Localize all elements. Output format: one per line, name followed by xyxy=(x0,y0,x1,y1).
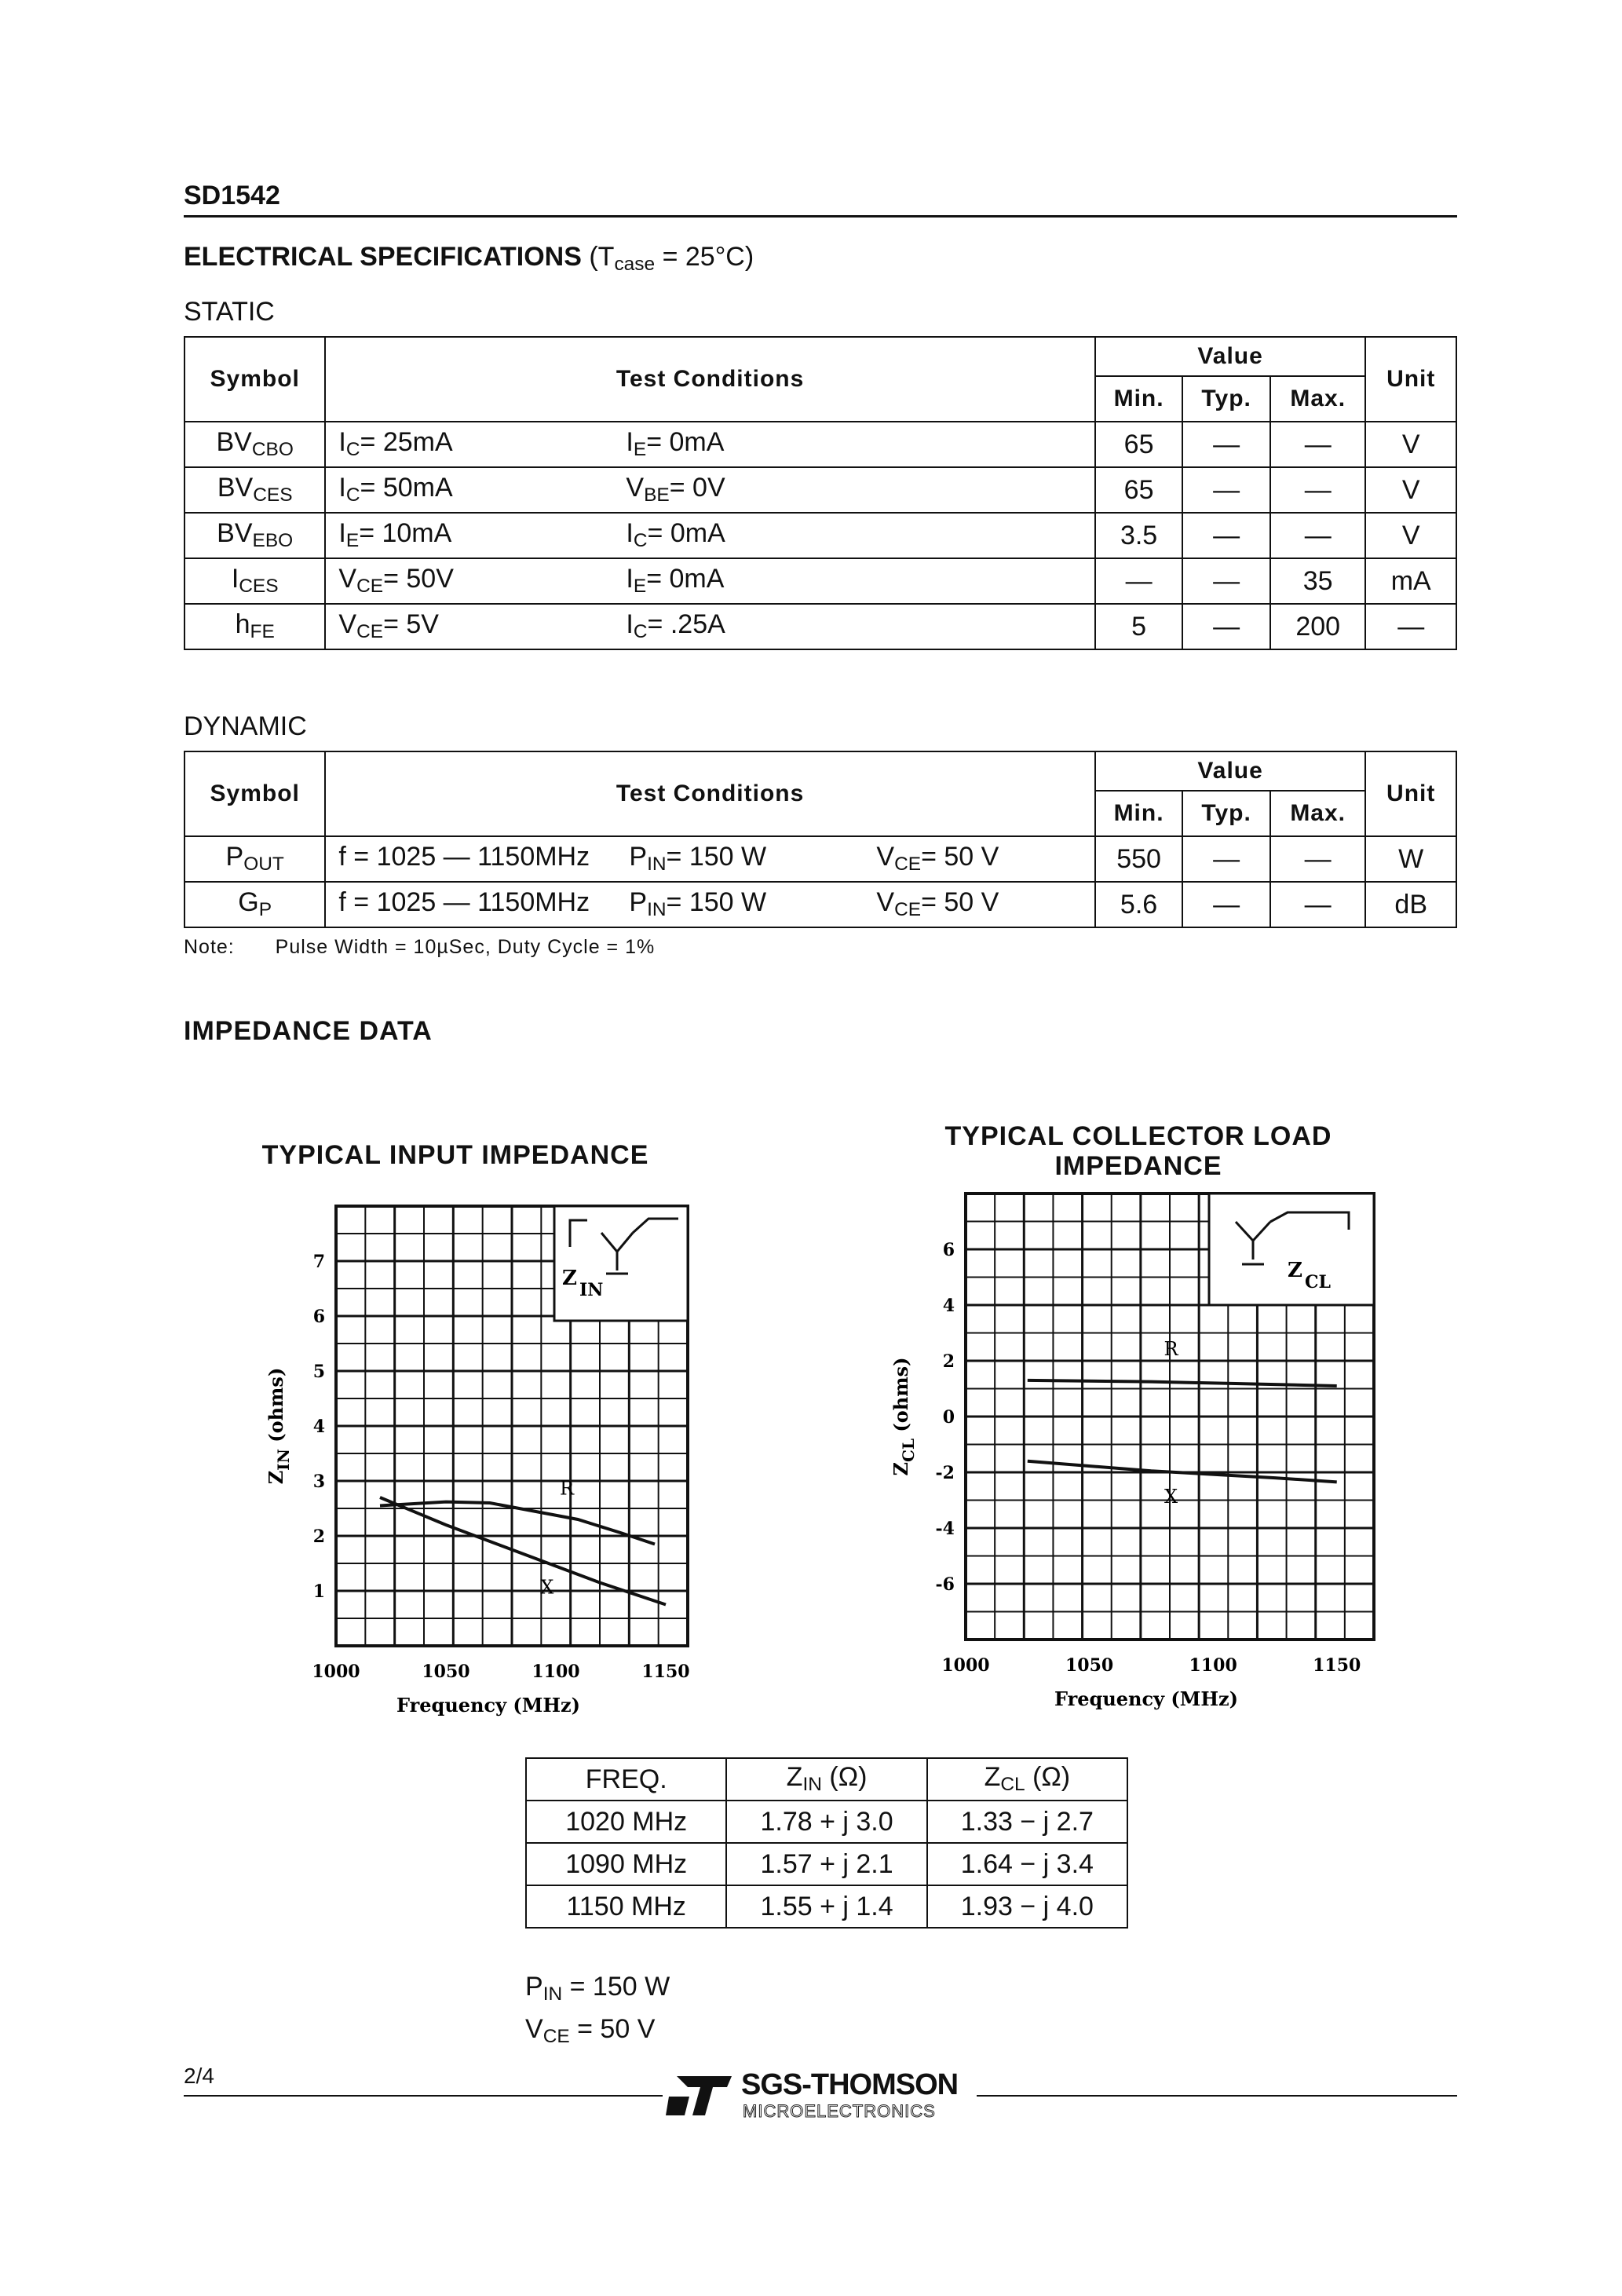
impedance-zin: 1.78 + j 3.0 xyxy=(726,1801,926,1843)
y-axis-label-main: Z xyxy=(890,1461,912,1476)
impedance-freq: 1150 MHz xyxy=(526,1885,726,1928)
y-tick-label: -4 xyxy=(935,1519,955,1539)
y-tick-label: 4 xyxy=(312,1417,325,1437)
row-max: — xyxy=(1270,467,1366,513)
symbol-sub: CES xyxy=(239,576,279,598)
cond-value: = 0V xyxy=(669,473,725,503)
dynamic-label: DYNAMIC xyxy=(184,711,307,741)
st-logo-icon xyxy=(666,2073,733,2119)
pin-sub: IN xyxy=(542,1983,563,2005)
row-typ: — xyxy=(1182,882,1270,927)
cond-symbol: I xyxy=(338,427,346,458)
static-label: STATIC xyxy=(184,297,275,327)
cond-value: = .25A xyxy=(647,609,725,640)
impedance-header-freq: FREQ. xyxy=(526,1758,726,1801)
symbol-main: G xyxy=(238,887,259,918)
row-symbol xyxy=(184,558,325,604)
impedance-zcl: 1.64 − j 3.4 xyxy=(927,1843,1127,1885)
header-rule xyxy=(184,215,1457,218)
cond-2 xyxy=(626,564,724,598)
inset-box xyxy=(1209,1194,1374,1305)
symbol-main: h xyxy=(235,609,250,640)
cond-symbol: V xyxy=(626,473,645,503)
cond-1 xyxy=(338,427,626,461)
x-tick-label: 1000 xyxy=(312,1662,360,1682)
cond-2 xyxy=(626,473,725,506)
impedance-header-zcl xyxy=(927,1758,1127,1801)
dynamic-header-value: Value xyxy=(1095,751,1366,791)
cond-symbol: P xyxy=(629,887,648,918)
row-test-conditions xyxy=(325,513,1094,558)
cond-sub: C xyxy=(345,484,360,506)
impedance-zin: 1.55 + j 1.4 xyxy=(726,1885,926,1928)
footer-rule-right xyxy=(977,2095,1457,2097)
inset-label-main: Z xyxy=(562,1267,577,1290)
y-axis-label-unit: (ohms) xyxy=(265,1367,287,1450)
impedance-table xyxy=(525,1757,1128,1929)
row-typ: — xyxy=(1182,513,1270,558)
y-tick-label: 6 xyxy=(942,1240,955,1260)
cond-2 xyxy=(626,609,725,643)
dynamic-table xyxy=(184,751,1457,928)
row-typ: — xyxy=(1182,836,1270,882)
cond-0: f = 1025 — 1150MHz xyxy=(338,842,590,872)
cond-value: = 50 V xyxy=(921,842,999,872)
input-impedance-chart-title: TYPICAL INPUT IMPEDANCE xyxy=(261,1140,649,1170)
vce-sub: CE xyxy=(542,2026,570,2048)
cond-value: = 150 W xyxy=(666,887,767,918)
pin-condition xyxy=(525,1969,670,2012)
dynamic-row xyxy=(184,836,1456,882)
static-header-unit: Unit xyxy=(1365,337,1456,422)
dynamic-row xyxy=(184,882,1456,927)
brand-subtitle: MICROELECTRONICS xyxy=(743,2101,936,2121)
row-unit: dB xyxy=(1365,882,1456,927)
row-symbol xyxy=(184,513,325,558)
note-label: Note: xyxy=(184,936,235,958)
row-unit: V xyxy=(1365,467,1456,513)
x-axis-label: Frequency (MHz) xyxy=(1054,1687,1238,1710)
y-axis-label xyxy=(890,1358,918,1476)
impedance-row xyxy=(526,1843,1127,1885)
row-unit: V xyxy=(1365,513,1456,558)
symbol-main: BV xyxy=(216,427,252,458)
static-header-typ: Typ. xyxy=(1182,376,1270,422)
series-line-r xyxy=(1028,1380,1337,1386)
dynamic-header-test-conditions: Test Conditions xyxy=(325,751,1094,836)
cond-value: = 0mA xyxy=(646,564,725,594)
cond-symbol: P xyxy=(629,842,648,872)
row-min: 5 xyxy=(1095,604,1183,649)
y-tick-label: -6 xyxy=(935,1574,955,1595)
zin-header-z: Z xyxy=(786,1762,803,1793)
case-temp-sub: case xyxy=(614,254,656,276)
impedance-zin: 1.57 + j 2.1 xyxy=(726,1843,926,1885)
row-test-conditions xyxy=(325,836,1094,882)
row-test-conditions xyxy=(325,422,1094,467)
row-symbol xyxy=(184,882,325,927)
cond-sub: C xyxy=(633,621,648,643)
cond-sub: C xyxy=(633,530,648,552)
y-axis-label-sub: IN xyxy=(274,1449,293,1471)
cond-sub: IN xyxy=(647,899,667,921)
zcl-header-sub: CL xyxy=(1000,1774,1025,1796)
x-tick-label: 1100 xyxy=(1189,1655,1237,1676)
row-min: 5.6 xyxy=(1095,882,1183,927)
cond-sub: E xyxy=(633,576,647,598)
row-min: 550 xyxy=(1095,836,1183,882)
y-axis-label-sub: CL xyxy=(899,1438,918,1462)
cond-symbol: I xyxy=(338,473,346,503)
part-number: SD1542 xyxy=(184,181,280,210)
cond-symbol: I xyxy=(626,609,634,640)
cond-sub: E xyxy=(633,439,647,461)
cond-value: = 5V xyxy=(383,609,439,640)
inset-label-main: Z xyxy=(1288,1259,1302,1282)
static-table xyxy=(184,336,1457,650)
inset-label-sub: CL xyxy=(1305,1272,1331,1292)
y-tick-label: 3 xyxy=(312,1472,325,1492)
symbol-sub: P xyxy=(258,899,272,921)
cond-value: = 10mA xyxy=(359,518,452,549)
inset-label-sub: IN xyxy=(579,1280,604,1300)
cond-2 xyxy=(626,427,724,461)
symbol-main: P xyxy=(225,842,244,872)
electrical-spec-heading: ELECTRICAL SPECIFICATIONS xyxy=(184,242,582,272)
impedance-freq: 1020 MHz xyxy=(526,1801,726,1843)
series-label-x: X xyxy=(1164,1486,1178,1508)
static-header-max: Max. xyxy=(1270,376,1366,422)
row-max: 35 xyxy=(1270,558,1366,604)
static-header-value: Value xyxy=(1095,337,1366,376)
row-typ: — xyxy=(1182,604,1270,649)
collector-load-title-text: TYPICAL COLLECTOR LOAD IMPEDANCE xyxy=(944,1121,1332,1181)
row-unit: V xyxy=(1365,422,1456,467)
cond-2 xyxy=(876,887,999,921)
y-tick-label: 2 xyxy=(942,1351,955,1372)
row-typ: — xyxy=(1182,558,1270,604)
static-header-min: Min. xyxy=(1095,376,1183,422)
row-min: — xyxy=(1095,558,1183,604)
cond-symbol: V xyxy=(876,842,895,872)
impedance-row xyxy=(526,1801,1127,1843)
symbol-sub: CBO xyxy=(251,439,294,461)
series-label-r: R xyxy=(1164,1337,1178,1360)
symbol-main: BV xyxy=(217,473,254,503)
impedance-row xyxy=(526,1885,1127,1928)
note xyxy=(184,936,655,959)
cond-symbol: I xyxy=(626,518,634,549)
x-tick-label: 1000 xyxy=(941,1655,990,1676)
cond-2 xyxy=(626,518,725,552)
x-tick-label: 1150 xyxy=(641,1662,690,1682)
x-tick-label: 1050 xyxy=(1065,1655,1114,1676)
y-axis-label-unit: (ohms) xyxy=(890,1357,912,1439)
row-max: — xyxy=(1270,882,1366,927)
dynamic-header-min: Min. xyxy=(1095,791,1183,836)
static-header-test-conditions: Test Conditions xyxy=(325,337,1094,422)
cond-value: = 25mA xyxy=(360,427,453,458)
dynamic-header-unit: Unit xyxy=(1365,751,1456,836)
series-label-x: X xyxy=(540,1576,554,1599)
symbol-sub: CES xyxy=(253,484,293,506)
row-unit: mA xyxy=(1365,558,1456,604)
case-temp-prefix: (T xyxy=(589,242,615,272)
y-axis-label-main: Z xyxy=(265,1470,287,1485)
cond-sub: CE xyxy=(356,621,384,643)
row-min: 65 xyxy=(1095,422,1183,467)
cond-value: = 0mA xyxy=(647,518,725,549)
cond-sub: CE xyxy=(894,899,922,921)
row-typ: — xyxy=(1182,467,1270,513)
symbol-main: I xyxy=(231,564,239,594)
static-row xyxy=(184,422,1456,467)
symbol-sub: EBO xyxy=(252,530,294,552)
row-test-conditions xyxy=(325,604,1094,649)
static-header-symbol: Symbol xyxy=(184,337,325,422)
y-tick-label: 4 xyxy=(942,1296,955,1316)
x-tick-label: 1150 xyxy=(1313,1655,1361,1676)
case-temp-suffix: = 25°C) xyxy=(655,242,754,272)
inset-box xyxy=(554,1206,688,1321)
y-axis-label xyxy=(265,1368,293,1485)
static-row xyxy=(184,604,1456,649)
cond-sub: CE xyxy=(894,854,922,876)
input-impedance-chart xyxy=(259,1186,730,1727)
collector-load-impedance-chart-title xyxy=(903,1121,1374,1181)
cond-1 xyxy=(338,518,626,552)
electrical-spec-title xyxy=(184,242,754,276)
y-tick-label: 1 xyxy=(312,1581,325,1602)
note-text: Pulse Width = 10µSec, Duty Cycle = 1% xyxy=(275,936,656,958)
cond-value: = 150 W xyxy=(666,842,767,872)
y-tick-label: 2 xyxy=(312,1526,325,1547)
y-tick-label: 5 xyxy=(312,1362,325,1382)
cond-1 xyxy=(629,887,876,921)
pin-symbol: P xyxy=(525,1972,543,2002)
x-tick-label: 1100 xyxy=(532,1662,580,1682)
impedance-zcl: 1.93 − j 4.0 xyxy=(927,1885,1127,1928)
row-max: — xyxy=(1270,422,1366,467)
series-label-r: R xyxy=(559,1477,575,1500)
cond-sub: CE xyxy=(356,576,384,598)
row-unit: W xyxy=(1365,836,1456,882)
cond-sub: BE xyxy=(644,484,670,506)
x-axis-label: Frequency (MHz) xyxy=(396,1694,580,1717)
row-unit: — xyxy=(1365,604,1456,649)
symbol-sub: OUT xyxy=(243,854,284,876)
cond-sub: IN xyxy=(647,854,667,876)
static-row xyxy=(184,558,1456,604)
cond-value: = 50 V xyxy=(921,887,999,918)
row-symbol xyxy=(184,467,325,513)
row-min: 3.5 xyxy=(1095,513,1183,558)
cond-value: = 0mA xyxy=(646,427,725,458)
cond-sub: C xyxy=(345,439,360,461)
symbol-sub: FE xyxy=(250,621,275,643)
row-max: — xyxy=(1270,836,1366,882)
cond-0: f = 1025 — 1150MHz xyxy=(338,887,590,918)
cond-1 xyxy=(338,609,626,643)
vce-symbol: V xyxy=(525,2014,543,2045)
cond-sub: E xyxy=(345,530,360,552)
cond-symbol: I xyxy=(626,564,634,594)
impedance-data-title: IMPEDANCE DATA xyxy=(184,1016,433,1046)
dynamic-header-symbol: Symbol xyxy=(184,751,325,836)
impedance-zcl: 1.33 − j 2.7 xyxy=(927,1801,1127,1843)
page-number: 2/4 xyxy=(184,2064,214,2088)
row-typ: — xyxy=(1182,422,1270,467)
dynamic-header-typ: Typ. xyxy=(1182,791,1270,836)
cond-symbol: V xyxy=(338,564,357,594)
static-row xyxy=(184,467,1456,513)
cond-2 xyxy=(876,842,999,876)
cond-symbol: I xyxy=(338,518,346,549)
row-max: — xyxy=(1270,513,1366,558)
row-max: 200 xyxy=(1270,604,1366,649)
zcl-header-unit: (Ω) xyxy=(1025,1762,1071,1793)
y-tick-label: 6 xyxy=(312,1307,325,1327)
footer-rule-left xyxy=(184,2095,663,2097)
cond-1 xyxy=(338,473,626,506)
row-symbol xyxy=(184,604,325,649)
cond-value: = 50V xyxy=(383,564,454,594)
row-test-conditions xyxy=(325,467,1094,513)
row-test-conditions xyxy=(325,558,1094,604)
vce-value: = 50 V xyxy=(569,2014,656,2045)
row-symbol xyxy=(184,422,325,467)
dynamic-header-max: Max. xyxy=(1270,791,1366,836)
symbol-main: BV xyxy=(217,518,253,549)
y-tick-label: 7 xyxy=(312,1252,325,1272)
x-tick-label: 1050 xyxy=(422,1662,470,1682)
static-row xyxy=(184,513,1456,558)
impedance-header-zin xyxy=(726,1758,926,1801)
cond-value: = 50mA xyxy=(360,473,453,503)
brand-name: SGS-THOMSON xyxy=(741,2068,959,2101)
zcl-header-z: Z xyxy=(984,1762,1001,1793)
collector-load-impedance-chart xyxy=(871,1178,1421,1727)
cond-1 xyxy=(629,842,876,876)
y-tick-label: -2 xyxy=(935,1463,955,1483)
zin-header-sub: IN xyxy=(802,1774,822,1796)
vce-condition xyxy=(525,2012,670,2054)
cond-symbol: V xyxy=(876,887,895,918)
impedance-freq: 1090 MHz xyxy=(526,1843,726,1885)
row-symbol xyxy=(184,836,325,882)
series-line-x xyxy=(380,1497,666,1605)
y-tick-label: 0 xyxy=(942,1407,955,1428)
row-min: 65 xyxy=(1095,467,1183,513)
pin-value: = 150 W xyxy=(562,1972,670,2002)
cond-1 xyxy=(338,564,626,598)
zin-header-unit: (Ω) xyxy=(821,1762,868,1793)
impedance-conditions xyxy=(525,1969,670,2054)
cond-symbol: I xyxy=(626,427,634,458)
row-test-conditions xyxy=(325,882,1094,927)
cond-symbol: V xyxy=(338,609,357,640)
